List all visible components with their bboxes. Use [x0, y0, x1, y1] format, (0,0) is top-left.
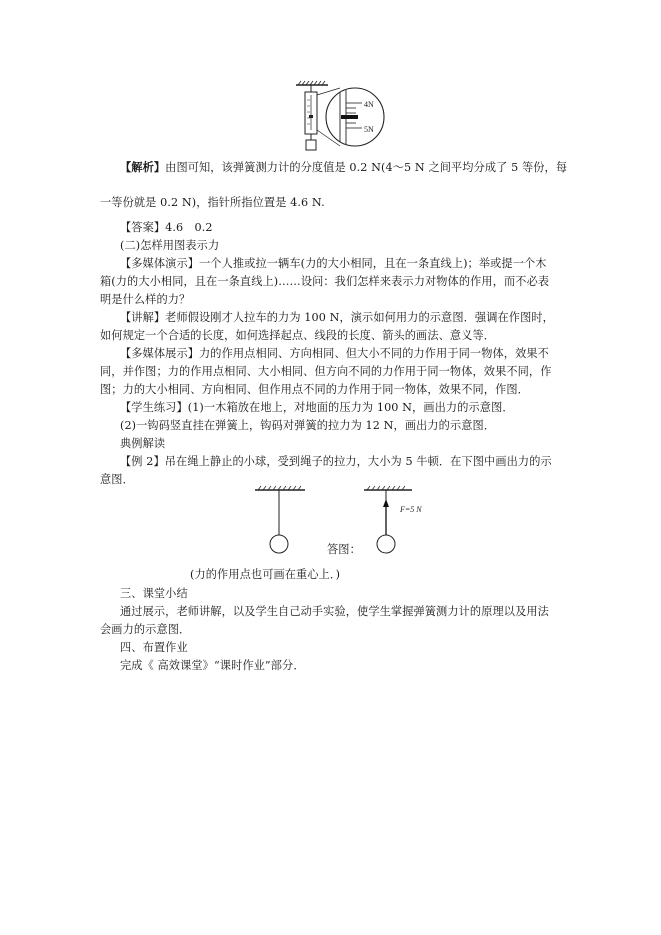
lecture-line-2: 如何规定一个合适的长度，如何选择起点、线段的长度、箭头的画法、意义等． — [100, 329, 496, 342]
section3-title: 三、课堂小结 — [120, 587, 188, 600]
lecture-line-1: 【讲解】老师假设刚才人拉车的力为 100 N，演示如何用力的示意图．强调在作图时， — [120, 311, 554, 324]
practice-line-1: 【学生练习】(1)一木箱放在地上，对地面的压力为 100 N，画出力的示意图． — [120, 401, 514, 414]
example2-line-2: 意图． — [100, 473, 134, 486]
section2-title: (二)怎样用图表示力 — [120, 239, 220, 252]
example2-line-1: 【例 2】吊在绳上静止的小球，受到绳子的拉力，大小为 5 牛顿．在下图中画出力的示 — [120, 455, 552, 468]
practice-line-2: (2)一钩码竖直挂在弹簧上，钩码对弹簧的拉力为 12 N，画出力的示意图． — [120, 419, 496, 432]
multimedia-show-line-3: 图；力的大小相同、方向相同、但作用点不同的力作用于同一物体，效果不同，作图． — [100, 383, 529, 396]
note-line: (力的作用点也可画在重心上．) — [190, 568, 341, 581]
multimedia-show-line-2: 同，并作图；力的作用点相同、大小相同、但方向不同的力作用于同一物体，效果不同，作 — [100, 365, 552, 378]
analysis-line-2: 一等份就是 0.2 N)，指针所指位置是 4.6 N. — [100, 196, 325, 209]
label-5n: 5N — [364, 125, 374, 134]
section4-line-1: 完成《 高效课堂》“课时作业”部分． — [120, 659, 305, 672]
multimedia-demo-line-2: 箱(力的大小相同，且在一条直线上)……设问：我们怎样来表示力对物体的作用，而不必表 — [100, 275, 550, 288]
section3-line-2: 会画力的示意图． — [100, 623, 191, 636]
force-arrow-head — [383, 499, 389, 507]
analysis-line-1: 【解析】由图可知，该弹簧测力计的分度值是 0.2 N(4～5 N 之间平均分成了 5 等份，每 — [120, 160, 568, 174]
answer-line: 【答案】4.6 0.2 — [120, 221, 213, 234]
multimedia-show-line-1: 【多媒体展示】力的作用点相同、方向相同、但大小不同的力作用于同一物体，效果不 — [120, 347, 549, 360]
force-label: F=5 N — [400, 505, 422, 514]
typical-title: 典例解读 — [120, 437, 166, 450]
multimedia-demo-line-1: 【多媒体演示】一个人推或拉一辆车(力的大小相同，且在一条直线上)；举或提一个木 — [120, 257, 547, 270]
multimedia-demo-line-3: 明是什么样的力？ — [100, 293, 191, 306]
label-4n: 4N — [364, 100, 374, 109]
answer-figure-label: 答图： — [327, 543, 361, 556]
section4-title: 四、布置作业 — [120, 641, 188, 654]
section3-line-1: 通过展示，老师讲解，以及学生自己动手实验，使学生掌握弹簧测力计的原理以及用法 — [120, 605, 549, 618]
